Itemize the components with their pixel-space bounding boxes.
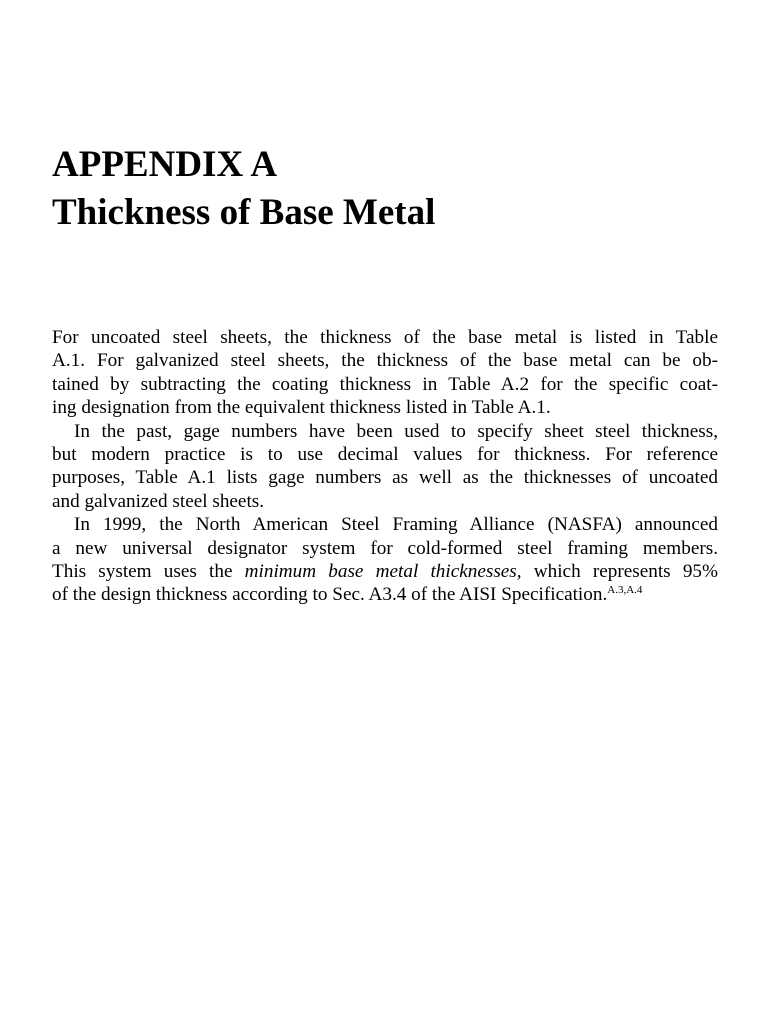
text-line: but modern practice is to use decimal values for thickness. For reference (52, 444, 718, 466)
text-line (52, 560, 718, 583)
reference-superscript: A.3,A.4 (607, 584, 643, 597)
text-line (52, 513, 718, 536)
body-text (52, 326, 718, 607)
appendix-title: Thickness of Base Metal (52, 192, 436, 233)
text-line: and galvanized steel sheets. (52, 490, 265, 512)
appendix-heading (52, 141, 712, 237)
text-line (52, 583, 718, 606)
appendix-label: APPENDIX A (52, 144, 278, 185)
italic-term: minimum base metal thicknesses, (244, 561, 522, 583)
text-line: tained by subtracting the coating thickness in Table A.2 for the specific coat- (52, 373, 718, 395)
text-line-content: In 1999, the North American Steel Framing Alliance (NASFA) announced (74, 514, 718, 536)
text-line: purposes, Table A.1 lists gage numbers as well as the thicknesses of uncoated (52, 467, 718, 489)
text-segment: of the design thickness according to Sec. A3.4 of the AISI Specification. (52, 584, 608, 606)
paragraph-1 (52, 326, 718, 420)
text-line: ing designation from the equivalent thickness listed in Table A.1. (52, 397, 551, 419)
text-line: For uncoated steel sheets, the thickness of the base metal is listed in Table (52, 327, 718, 348)
text-line: a new universal designator system for cold-formed steel framing members. (52, 537, 718, 559)
text-line (52, 420, 718, 443)
text-segment: This system uses the (52, 561, 245, 583)
text-line-content: In the past, gage numbers have been used to specify sheet steel thickness, (74, 420, 718, 442)
text-line: A.1. For galvanized steel sheets, the thickness of the base metal can be ob- (52, 350, 718, 372)
text-segment: which represents 95% (521, 561, 718, 583)
paragraph-2 (52, 420, 718, 514)
paragraph-3 (52, 513, 718, 607)
